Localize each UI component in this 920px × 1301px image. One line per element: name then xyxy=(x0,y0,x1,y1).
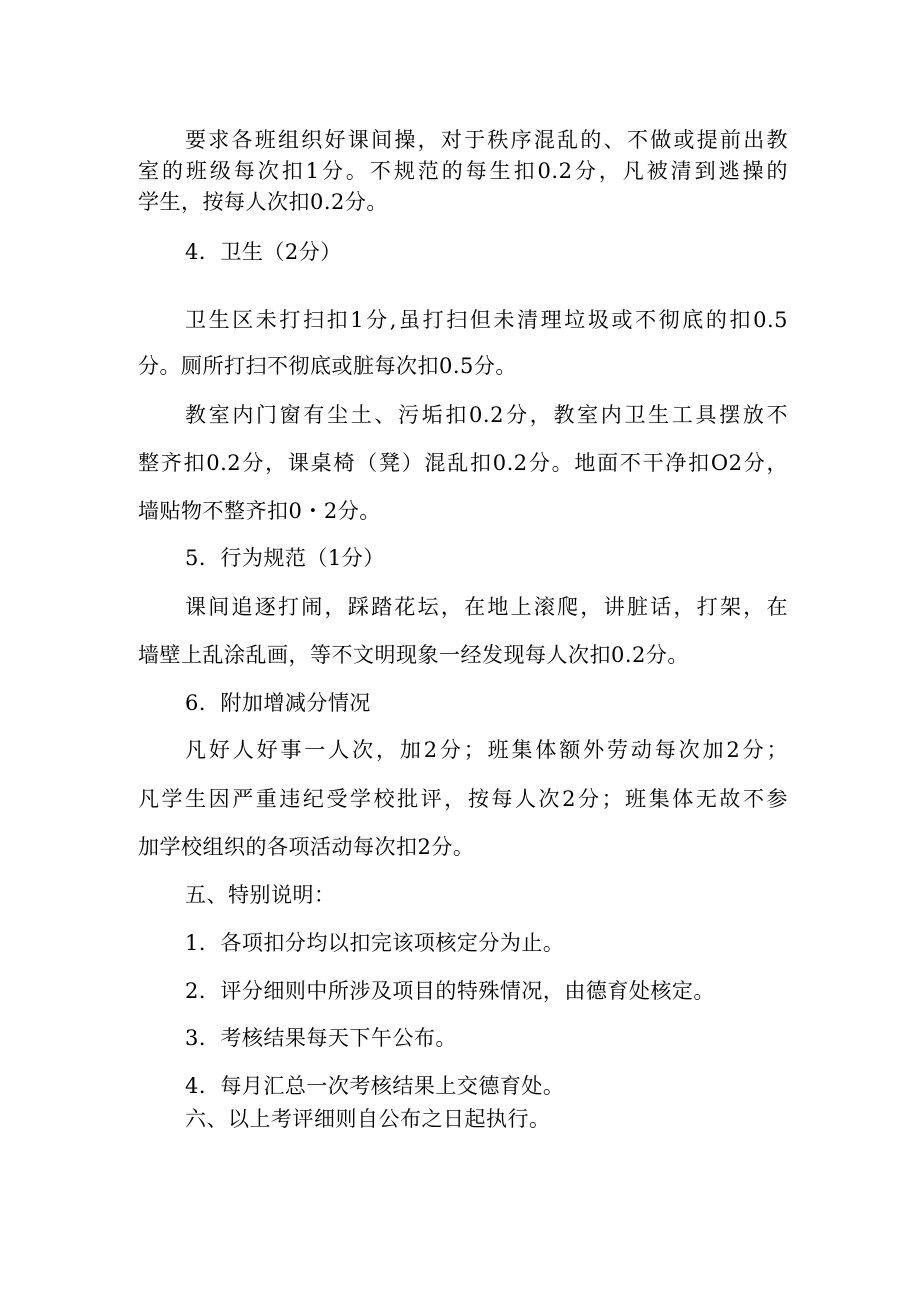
paragraph-line: 凡好人好事一人次，加2分；班集体额外劳动每次加2分； xyxy=(185,738,788,762)
list-item: 1．各项扣分均以扣完该项核定分为止。 xyxy=(185,931,565,955)
paragraph-line: 教室内门窗有尘土、污垢扣0.2分，教室内卫生工具摆放不 xyxy=(185,403,788,427)
paragraph-line: 整齐扣0.2分，课桌椅（凳）混乱扣0.2分。地面不干净扣O2分， xyxy=(138,451,788,475)
paragraph-line: 要求各班组织好课间操，对于秩序混乱的、不做或提前出教 xyxy=(185,128,788,152)
section-heading: 5．行为规范（1分） xyxy=(185,546,385,570)
list-item: 2．评分细则中所涉及项目的特殊情况，由德育处核定。 xyxy=(185,979,715,1003)
paragraph-line: 墙壁上乱涂乱画，等不文明现象一经发现每人次扣0.2分。 xyxy=(138,643,689,667)
section-heading: 五、特别说明： xyxy=(185,883,336,907)
paragraph-line: 凡学生因严重违纪受学校批评，按每人次2分；班集体无故不参 xyxy=(138,787,788,811)
paragraph-line: 课间追逐打闹，踩踏花坛，在地上滚爬，讲脏话，打架，在 xyxy=(185,595,788,619)
paragraph-line: 分。厕所打扫不彻底或脏每次扣0.5分。 xyxy=(138,354,517,378)
section-heading: 6．附加增减分情况 xyxy=(185,691,371,715)
list-item: 3．考核结果每天下午公布。 xyxy=(185,1026,457,1050)
paragraph-line: 室的班级每次扣1分。不规范的每生扣0.2分，凡被清到逃操的 xyxy=(138,159,788,183)
paragraph-line: 学生，按每人次扣0.2分。 xyxy=(138,190,388,214)
list-item: 4．每月汇总一次考核结果上交德育处。 xyxy=(185,1074,565,1098)
paragraph-line: 墙贴物不整齐扣0・2分。 xyxy=(138,499,381,523)
section-heading: 4．卫生（2分） xyxy=(185,240,342,264)
paragraph-line: 卫生区未打扫扣1分,虽打扫但未清理垃圾或不彻底的扣0.5 xyxy=(185,308,788,332)
section-heading: 六、以上考评细则自公布之日起执行。 xyxy=(185,1107,551,1131)
paragraph-line: 加学校组织的各项活动每次扣2分。 xyxy=(138,835,475,859)
